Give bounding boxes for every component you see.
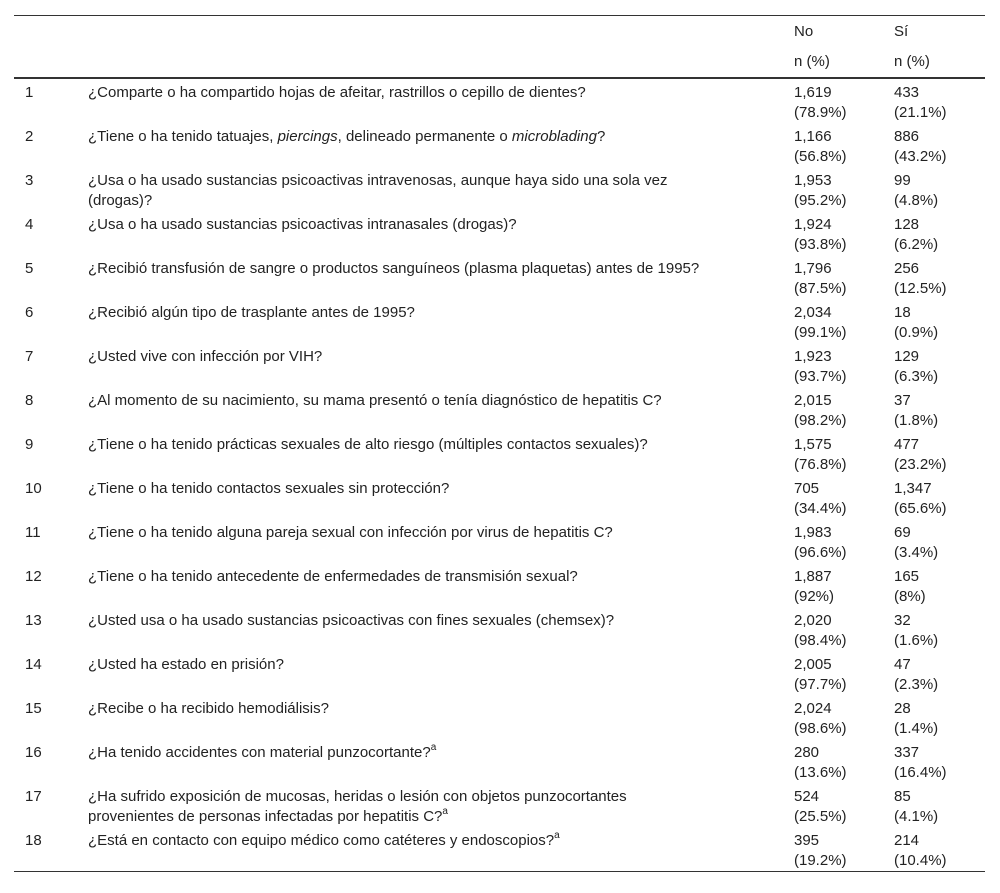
question-text bbox=[86, 563, 794, 607]
row-number: 2 bbox=[25, 128, 34, 145]
no-value-count: 1,619 bbox=[794, 84, 832, 101]
si-value bbox=[894, 827, 985, 872]
si-value-count: 32 bbox=[894, 612, 911, 629]
question-text bbox=[86, 783, 794, 827]
no-value-percent: (93.8%) bbox=[794, 236, 847, 253]
si-value bbox=[894, 739, 985, 783]
no-value-count: 524 bbox=[794, 788, 820, 805]
no-value-count: 1,953 bbox=[794, 172, 832, 189]
table-row bbox=[14, 827, 985, 872]
no-value-count: 705 bbox=[794, 480, 820, 497]
si-value-count: 337 bbox=[894, 744, 920, 761]
si-value bbox=[894, 387, 985, 431]
no-value-count: 2,020 bbox=[794, 612, 832, 629]
si-value-count: 256 bbox=[894, 260, 920, 277]
table-row bbox=[14, 123, 985, 167]
table-row bbox=[14, 431, 985, 475]
no-value-percent: (87.5%) bbox=[794, 280, 847, 297]
no-value-count: 1,796 bbox=[794, 260, 832, 277]
si-value-percent: (6.3%) bbox=[894, 368, 939, 385]
row-number: 15 bbox=[25, 700, 42, 717]
row-number: 1 bbox=[25, 84, 34, 101]
table-row bbox=[14, 299, 985, 343]
table-row bbox=[14, 387, 985, 431]
no-value-percent: (25.5%) bbox=[794, 808, 847, 825]
si-value-percent: (3.4%) bbox=[894, 544, 939, 561]
row-number: 6 bbox=[25, 304, 34, 321]
si-value-percent: (23.2%) bbox=[894, 456, 947, 473]
row-number: 18 bbox=[14, 827, 86, 872]
question-text bbox=[86, 475, 794, 519]
question-segment: ¿Recibió algún tipo de trasplante antes de 1995? bbox=[88, 304, 415, 321]
no-value bbox=[794, 607, 894, 651]
header-no-unit: n (%) bbox=[794, 46, 894, 78]
row-number: 4 bbox=[25, 216, 34, 233]
si-value bbox=[894, 431, 985, 475]
si-value-percent: (21.1%) bbox=[894, 104, 947, 121]
si-value-percent: (2.3%) bbox=[894, 676, 939, 693]
si-value bbox=[894, 299, 985, 343]
question-text bbox=[86, 343, 794, 387]
si-value-count: 128 bbox=[894, 216, 920, 233]
row-number: 5 bbox=[25, 260, 34, 277]
no-value-count: 2,024 bbox=[794, 700, 832, 717]
question-segment: ¿Ha tenido accidentes con material punzocortante? bbox=[88, 744, 431, 761]
no-value bbox=[794, 739, 894, 783]
si-value bbox=[894, 167, 985, 211]
row-number: 10 bbox=[25, 480, 42, 497]
row-number: 9 bbox=[25, 436, 34, 453]
si-value bbox=[894, 783, 985, 827]
no-value bbox=[794, 519, 894, 563]
table-row bbox=[14, 78, 985, 123]
no-value-count: 2,034 bbox=[794, 304, 832, 321]
no-value bbox=[794, 78, 894, 123]
risk-factor-table-container bbox=[14, 15, 985, 872]
question-segment: ¿Tiene o ha tenido prácticas sexuales de alto riesgo (múltiples contactos sexuales)? bbox=[88, 436, 648, 453]
table-row bbox=[14, 695, 985, 739]
question-text bbox=[86, 519, 794, 563]
table-row bbox=[14, 519, 985, 563]
question-segment: ¿Está en contacto con equipo médico como catéteres y endoscopios? bbox=[88, 832, 555, 849]
question-segment: , delineado permanente o bbox=[337, 128, 512, 145]
no-value-count: 2,015 bbox=[794, 392, 832, 409]
no-value-percent: (34.4%) bbox=[794, 500, 847, 517]
no-value-count: 280 bbox=[794, 744, 820, 761]
question-text bbox=[86, 78, 794, 123]
question-segment: ? bbox=[596, 128, 606, 145]
si-value-count: 37 bbox=[894, 392, 911, 409]
si-value-percent: (1.4%) bbox=[894, 720, 939, 737]
question-segment: ¿Tiene o ha tenido alguna pareja sexual con infección por virus de hepatitis C? bbox=[88, 524, 613, 541]
no-value bbox=[794, 651, 894, 695]
si-value-count: 1,347 bbox=[894, 480, 932, 497]
si-value bbox=[894, 563, 985, 607]
table-row bbox=[14, 255, 985, 299]
table-row bbox=[14, 607, 985, 651]
no-value-count: 2,005 bbox=[794, 656, 832, 673]
question-segment: ¿Tiene o ha tenido antecedente de enfermedades de transmisión sexual? bbox=[88, 568, 578, 585]
no-value-percent: (98.4%) bbox=[794, 632, 847, 649]
no-value-count: 1,924 bbox=[794, 216, 832, 233]
question-segment: ¿Tiene o ha tenido tatuajes, bbox=[88, 128, 278, 145]
no-value-percent: (78.9%) bbox=[794, 104, 847, 121]
si-value-percent: (16.4%) bbox=[894, 764, 947, 781]
si-value bbox=[894, 343, 985, 387]
si-value bbox=[894, 211, 985, 255]
no-value-percent: (96.6%) bbox=[794, 544, 847, 561]
no-value bbox=[794, 475, 894, 519]
no-value bbox=[794, 211, 894, 255]
header-row-units bbox=[14, 46, 985, 78]
table-row bbox=[14, 167, 985, 211]
si-value-percent: (43.2%) bbox=[894, 148, 947, 165]
question-text bbox=[86, 211, 794, 255]
no-value-count: 395 bbox=[794, 832, 820, 849]
no-value-percent: (76.8%) bbox=[794, 456, 847, 473]
header-empty-question-2 bbox=[86, 46, 794, 78]
si-value-count: 99 bbox=[894, 172, 911, 189]
question-text bbox=[86, 739, 794, 783]
header-si-unit: n (%) bbox=[894, 46, 985, 78]
si-value bbox=[894, 651, 985, 695]
question-text bbox=[86, 255, 794, 299]
table-row bbox=[14, 475, 985, 519]
no-value-percent: (92%) bbox=[794, 588, 835, 605]
no-value bbox=[794, 167, 894, 211]
si-value-count: 28 bbox=[894, 700, 911, 717]
si-value bbox=[894, 78, 985, 123]
table-row bbox=[14, 651, 985, 695]
no-value bbox=[794, 123, 894, 167]
question-text bbox=[86, 167, 794, 211]
question-segment: ¿Usted vive con infección por VIH? bbox=[88, 348, 323, 365]
question-segment: ¿Usa o ha usado sustancias psicoactivas intranasales (drogas)? bbox=[88, 216, 517, 233]
no-value bbox=[794, 299, 894, 343]
question-text bbox=[86, 431, 794, 475]
row-number: 7 bbox=[25, 348, 34, 365]
question-segment: ¿Recibe o ha recibido hemodiálisis? bbox=[88, 700, 329, 717]
question-segment: (drogas)? bbox=[88, 192, 153, 209]
question-segment: ¿Ha sufrido exposición de mucosas, heridas o lesión con objetos punzocortantes bbox=[88, 788, 627, 805]
header-empty-num bbox=[14, 16, 86, 47]
row-number: 11 bbox=[25, 524, 41, 541]
si-value-count: 18 bbox=[894, 304, 911, 321]
question-text bbox=[86, 387, 794, 431]
question-text bbox=[86, 695, 794, 739]
si-value bbox=[894, 695, 985, 739]
header-row-labels bbox=[14, 16, 985, 47]
table-row bbox=[14, 211, 985, 255]
question-segment: ¿Tiene o ha tenido contactos sexuales sin protección? bbox=[88, 480, 450, 497]
si-value bbox=[894, 123, 985, 167]
question-segment: ¿Recibió transfusión de sangre o productos sanguíneos (plasma plaquetas) antes de 1995? bbox=[88, 260, 700, 277]
header-empty-num-2 bbox=[14, 46, 86, 78]
si-value-count: 69 bbox=[894, 524, 911, 541]
no-value-count: 1,887 bbox=[794, 568, 832, 585]
question-text bbox=[86, 651, 794, 695]
si-value-percent: (4.1%) bbox=[894, 808, 939, 825]
si-value-percent: (1.8%) bbox=[894, 412, 939, 429]
si-value-percent: (1.6%) bbox=[894, 632, 939, 649]
si-value-percent: (8%) bbox=[894, 588, 926, 605]
si-value-count: 477 bbox=[894, 436, 920, 453]
question-segment: ¿Comparte o ha compartido hojas de afeitar, rastrillos o cepillo de dientes? bbox=[88, 84, 586, 101]
si-value bbox=[894, 475, 985, 519]
question-segment: ¿Al momento de su nacimiento, su mama presentó o tenía diagnóstico de hepatitis C? bbox=[88, 392, 662, 409]
si-value-count: 886 bbox=[894, 128, 920, 145]
no-value-percent: (93.7%) bbox=[794, 368, 847, 385]
no-value bbox=[794, 255, 894, 299]
question-text bbox=[86, 299, 794, 343]
risk-factor-table bbox=[14, 15, 985, 872]
question-segment: piercings bbox=[277, 128, 338, 145]
no-value bbox=[794, 343, 894, 387]
footnote-marker: a bbox=[554, 830, 560, 841]
question-segment: microblading bbox=[511, 128, 597, 145]
no-value bbox=[794, 695, 894, 739]
no-value bbox=[794, 563, 894, 607]
si-value bbox=[894, 255, 985, 299]
question-segment: ¿Usted usa o ha usado sustancias psicoactivas con fines sexuales (chemsex)? bbox=[88, 612, 615, 629]
no-value-percent: (97.7%) bbox=[794, 676, 847, 693]
no-value bbox=[794, 783, 894, 827]
si-value-count: 433 bbox=[894, 84, 920, 101]
table-row bbox=[14, 563, 985, 607]
no-value-percent: (98.2%) bbox=[794, 412, 847, 429]
no-value-percent: (95.2%) bbox=[794, 192, 847, 209]
row-number: 16 bbox=[25, 744, 42, 761]
no-value-percent: (19.2%) bbox=[794, 852, 847, 869]
si-value bbox=[894, 519, 985, 563]
question-text bbox=[86, 123, 794, 167]
question-text bbox=[86, 827, 794, 872]
no-value-count: 1,923 bbox=[794, 348, 832, 365]
no-value-percent: (56.8%) bbox=[794, 148, 847, 165]
table-row bbox=[14, 783, 985, 827]
si-value bbox=[894, 607, 985, 651]
si-value-count: 214 bbox=[894, 832, 920, 849]
row-number: 8 bbox=[25, 392, 34, 409]
row-number: 3 bbox=[25, 172, 34, 189]
si-value-percent: (6.2%) bbox=[894, 236, 939, 253]
table-body bbox=[14, 78, 985, 872]
row-number: 17 bbox=[25, 788, 42, 805]
question-segment: ¿Usted ha estado en prisión? bbox=[88, 656, 284, 673]
question-text bbox=[86, 607, 794, 651]
si-value-percent: (12.5%) bbox=[894, 280, 947, 297]
question-segment: provenientes de personas infectadas por hepatitis C? bbox=[88, 808, 443, 825]
no-value-percent: (99.1%) bbox=[794, 324, 847, 341]
si-value-count: 47 bbox=[894, 656, 911, 673]
si-value-count: 85 bbox=[894, 788, 911, 805]
no-value bbox=[794, 827, 894, 872]
question-segment: ¿Usa o ha usado sustancias psicoactivas intravenosas, aunque haya sido una sola vez bbox=[88, 172, 668, 189]
row-number: 14 bbox=[25, 656, 42, 673]
si-value-percent: (65.6%) bbox=[894, 500, 947, 517]
header-no: No bbox=[794, 16, 894, 47]
si-value-count: 129 bbox=[894, 348, 920, 365]
table-row bbox=[14, 343, 985, 387]
footnote-marker: a bbox=[430, 742, 437, 753]
no-value-percent: (98.6%) bbox=[794, 720, 847, 737]
si-value-percent: (10.4%) bbox=[894, 852, 947, 869]
footnote-marker: a bbox=[442, 806, 448, 817]
si-value-percent: (0.9%) bbox=[894, 324, 939, 341]
table-row bbox=[14, 739, 985, 783]
no-value bbox=[794, 431, 894, 475]
row-number: 13 bbox=[25, 612, 42, 629]
no-value-count: 1,166 bbox=[794, 128, 832, 145]
table-header bbox=[14, 16, 985, 79]
no-value-count: 1,983 bbox=[794, 524, 832, 541]
row-number: 12 bbox=[25, 568, 42, 585]
si-value-count: 165 bbox=[894, 568, 920, 585]
no-value-percent: (13.6%) bbox=[794, 764, 847, 781]
si-value-percent: (4.8%) bbox=[894, 192, 939, 209]
no-value bbox=[794, 387, 894, 431]
header-empty-question bbox=[86, 16, 794, 47]
no-value-count: 1,575 bbox=[794, 436, 832, 453]
header-si: Sí bbox=[894, 16, 985, 47]
